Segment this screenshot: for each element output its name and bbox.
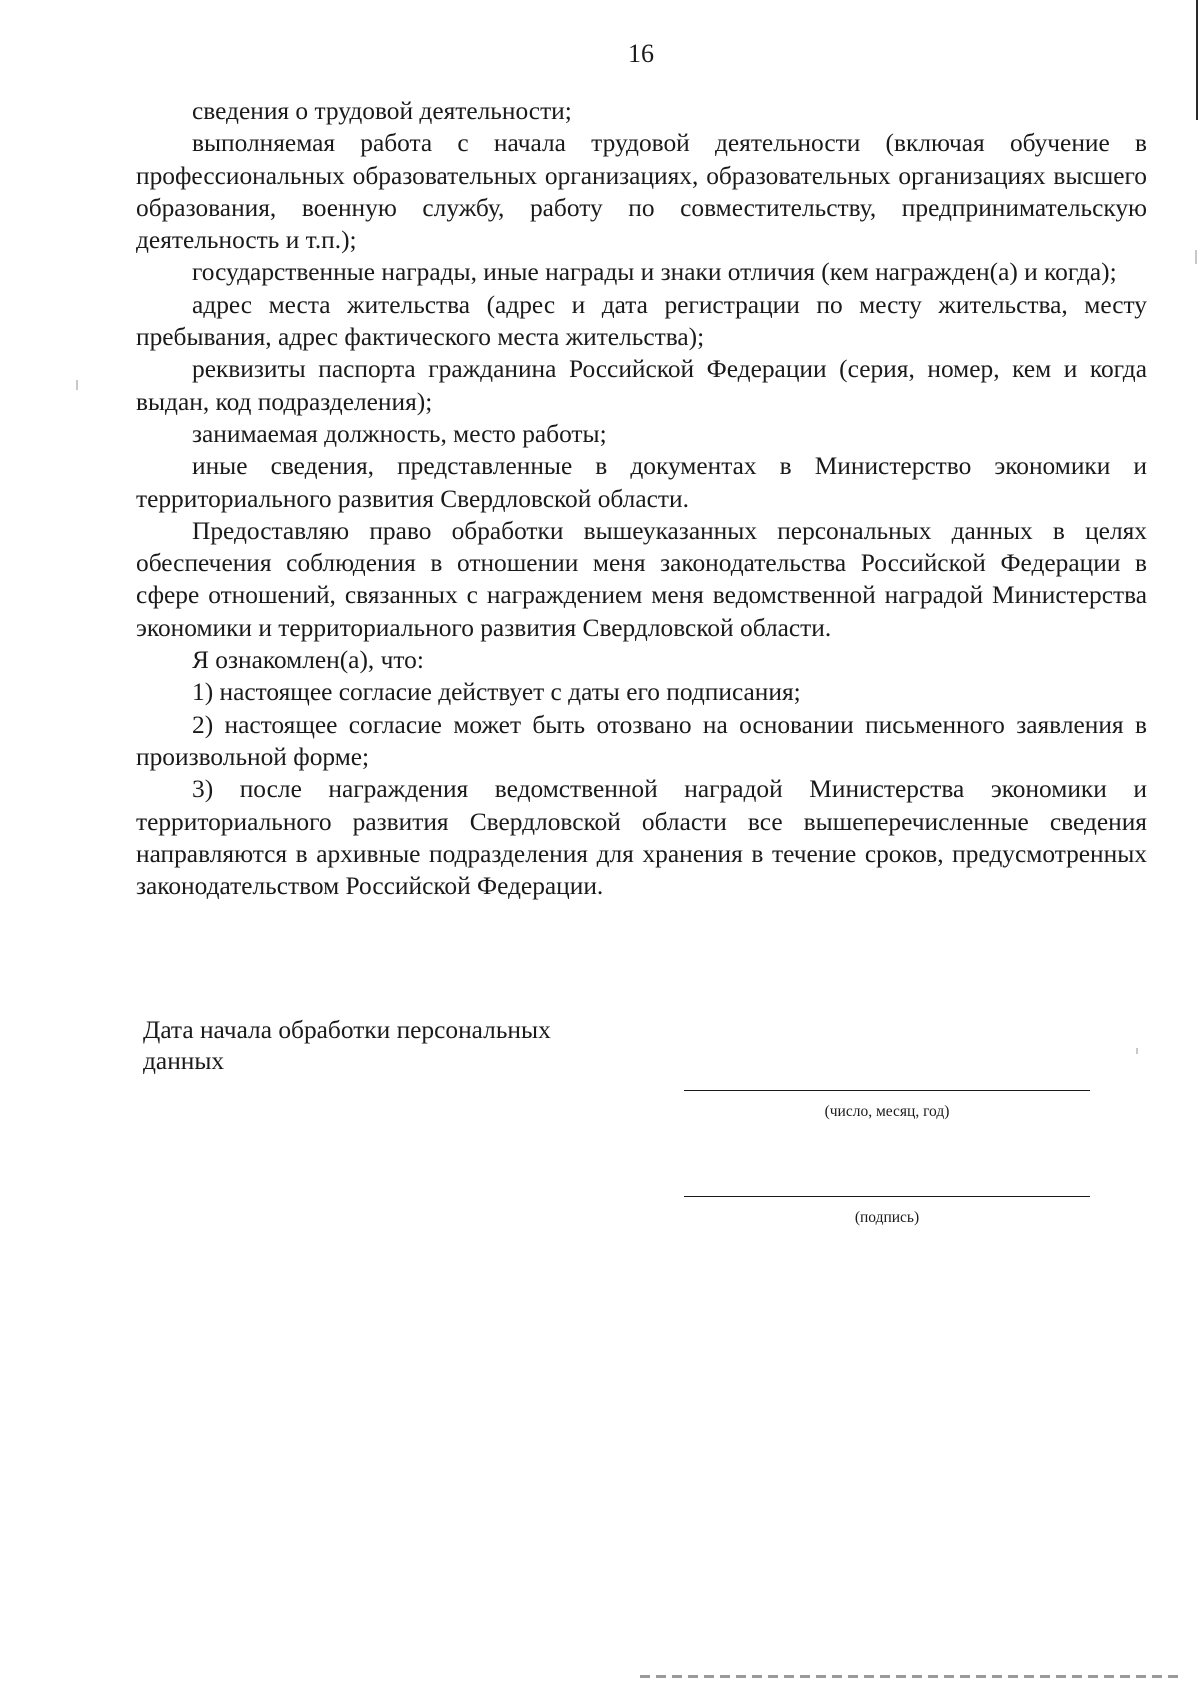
signature-line: [684, 1196, 1090, 1197]
scan-speck: [1136, 1048, 1138, 1054]
paragraph-item-1: 1) настоящее согласие действует с даты его подписания;: [192, 678, 801, 707]
scan-speck: [76, 380, 78, 390]
processing-start-date-label: [143, 1015, 623, 1077]
consent-body-text: [136, 95, 1147, 902]
paragraph-other-info: иные сведения, представленные в документах в Министерство экономики и территориального развития Свердловской области.: [136, 452, 1147, 513]
date-entry-line: [684, 1090, 1090, 1091]
paragraph-position: занимаемая должность, место работы;: [192, 419, 607, 448]
paragraph-acknowledgement: Я ознакомлен(а), что:: [192, 646, 424, 675]
date-label-line-2: данных: [143, 1047, 225, 1075]
signature-caption: (подпись): [854, 1209, 920, 1226]
date-label-line-1: Дата начала обработки персональных: [143, 1016, 551, 1044]
date-caption: (число, месяц, год): [824, 1103, 950, 1120]
paragraph-residence-address: адрес места жительства (адрес и дата регистрации по месту жительства, месту пребывания, адрес фактического места жительства);: [136, 290, 1147, 352]
paragraph-item-3: 3) после награждения ведомственной наградой Министерства экономики и территориального развития Свердловской области все вышеперечисленные сведения направляются в архивные подразделения для хранения в течение сроков, предусмотренных законодательством Российской Федерации.: [136, 775, 1147, 901]
paragraph-employment-info: сведения о трудовой деятельности;: [192, 97, 572, 125]
paragraph-item-2: 2) настоящее согласие может быть отозвано на основании письменного заявления в произвольной форме;: [136, 710, 1147, 771]
paragraph-awards: государственные награды, иные награды и знаки отличия (кем награжден(а) и когда);: [192, 258, 1117, 287]
paragraph-work-history: выполняемая работа с начала трудовой деятельности (включая обучение в профессиональных образовательных организациях, образовательных организациях высшего образования, военную службу, работу по совместительству, предпринимательскую деятельность и т.п.);: [136, 129, 1147, 255]
paragraph-passport-details: реквизиты паспорта гражданина Российской Федерации (серия, номер, кем и когда выдан, код подразделения);: [136, 355, 1147, 416]
page-number: 16: [628, 39, 654, 68]
scan-speck: [1195, 250, 1197, 264]
paragraph-processing-consent: Предоставляю право обработки вышеуказанных персональных данных в целях обеспечения соблюдения в отношении меня законодательства Российской Федерации в сфере отношений, связанных с награждением меня ведомственной наградой Министерства экономики и территориального развития Свердловской области.: [136, 516, 1147, 642]
scan-edge-mark: [1196, 0, 1198, 120]
scan-bottom-noise: [640, 1675, 1180, 1678]
